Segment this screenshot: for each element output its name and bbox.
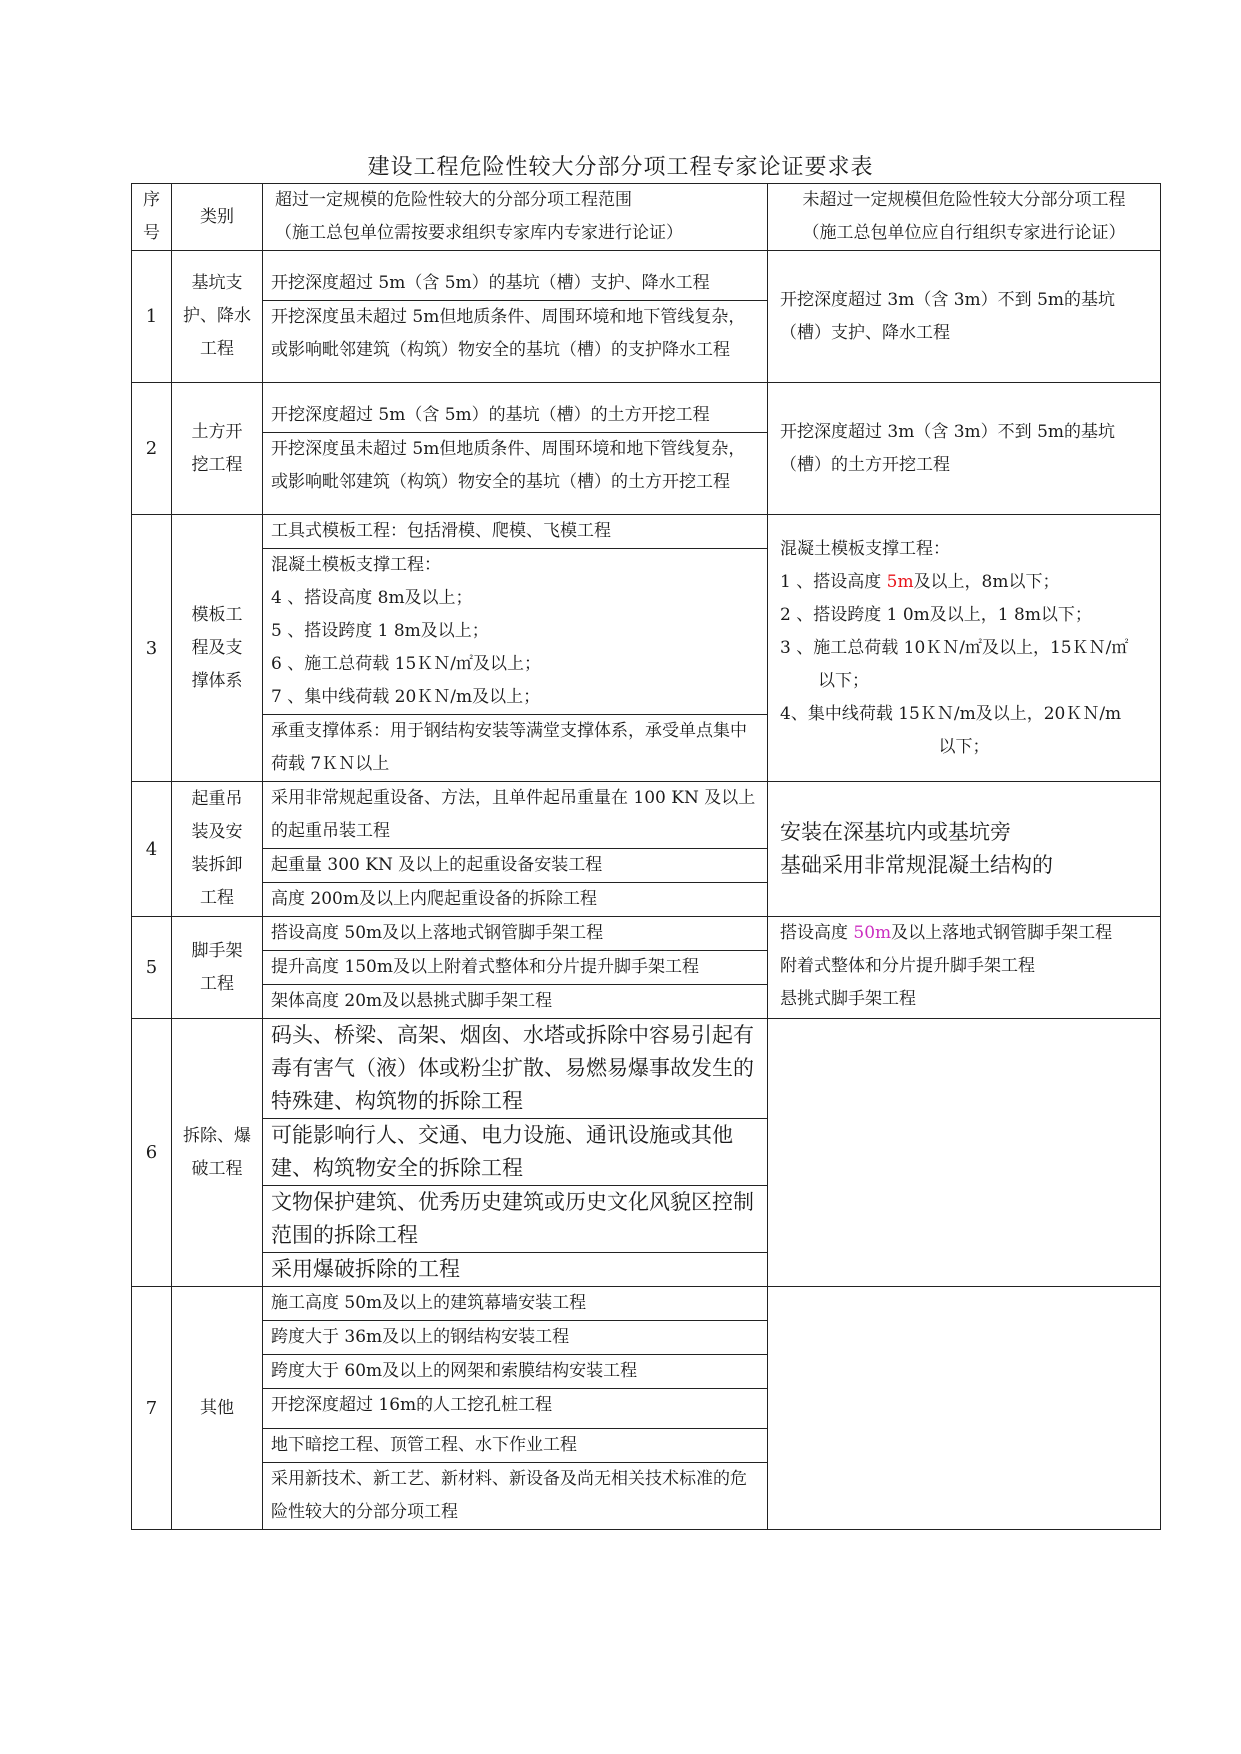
row-right-text: 混凝土模板支撑工程： 1 、搭设高度 5m及以上，8m以下； 2 、搭设跨度 1 0m及以上，1 8m以下； 3 、施工总荷载 10ＫＮ/㎡及以上，15ＫＮ/㎡ 以下； 4、集中线荷载 15ＫＮ/m及以上，20ＫＮ/m 以下； — [768, 515, 1161, 782]
list-item: 起重量 300 KN 及以上的起重设备安装工程 — [263, 849, 767, 883]
row-category: 起重吊 装及安 装拆卸 工程 — [172, 782, 263, 917]
table-header-row — [132, 184, 1161, 251]
table-row — [132, 782, 1161, 917]
list-item: 施工高度 50m及以上的建筑幕墙安装工程 — [271, 1293, 587, 1313]
list-item: 跨度大于 36m及以上的钢结构安装工程 — [263, 1321, 767, 1355]
highlight-red: 5m — [886, 571, 914, 592]
table-row — [132, 515, 1161, 782]
list-item: 架体高度 20m及以悬挑式脚手架工程 — [263, 985, 767, 1019]
list-item: 开挖深度虽未超过 5m但地质条件、周围环境和地下管线复杂，或影响毗邻建筑（构筑）物安全的基坑（槽）的土方开挖工程 — [263, 432, 767, 499]
row-left-items — [263, 515, 768, 782]
header-seq: 序 号 — [132, 184, 172, 251]
requirements-table — [131, 183, 1161, 1530]
row-left-items — [263, 1287, 768, 1530]
row-right-text: 开挖深度超过 3m（含 3m）不到 5m的基坑 （槽）的土方开挖工程 — [768, 383, 1161, 515]
page-title: 建设工程危险性较大分部分项工程专家论证要求表 — [367, 155, 874, 180]
row-right-text: 搭设高度 50m及以上落地式钢管脚手架工程 附着式整体和分片提升脚手架工程 悬挑式脚手架工程 — [768, 917, 1161, 1019]
row-left-items — [263, 251, 768, 383]
table-row — [132, 251, 1161, 383]
row-left-items — [263, 383, 768, 515]
row-category: 基坑支 护、降水 工程 — [172, 251, 263, 383]
table-row — [132, 917, 1161, 1019]
row-number: 7 — [132, 1287, 172, 1530]
list-item: 开挖深度超过 16m的人工挖孔桩工程 — [263, 1389, 767, 1429]
row-number: 6 — [132, 1019, 172, 1287]
row-number: 3 — [132, 515, 172, 782]
row-right-text: 安装在深基坑内或基坑旁 基础采用非常规混凝土结构的 — [768, 782, 1161, 917]
list-item: 工具式模板工程：包括滑模、爬模、飞模工程 — [271, 521, 611, 541]
list-item: 可能影响行人、交通、电力设施、通讯设施或其他建、构筑物安全的拆除工程 — [263, 1119, 767, 1186]
row-category: 拆除、爆 破工程 — [172, 1019, 263, 1287]
list-item: 提升高度 150m及以上附着式整体和分片提升脚手架工程 — [263, 951, 767, 985]
list-item: 开挖深度超过 5m（含 5m）的基坑（槽）的土方开挖工程 — [271, 404, 710, 425]
row-number: 2 — [132, 383, 172, 515]
row-category: 模板工 程及支 撑体系 — [172, 515, 263, 782]
row-right-text — [768, 1287, 1161, 1530]
list-item: 地下暗挖工程、顶管工程、水下作业工程 — [263, 1429, 767, 1463]
row-category: 其他 — [172, 1287, 263, 1530]
list-item: 采用新技术、新工艺、新材料、新设备及尚无相关技术标准的危险性较大的分部分项工程 — [263, 1463, 767, 1530]
row-number: 4 — [132, 782, 172, 917]
list-item: 搭设高度 50m及以上落地式钢管脚手架工程 — [271, 923, 604, 943]
list-item: 承重支撑体系：用于钢结构安装等满堂支撑体系，承受单点集中荷载 7ＫＮ以上 — [263, 715, 767, 782]
row-left-items — [263, 1019, 768, 1287]
list-item: 文物保护建筑、优秀历史建筑或历史文化风貌区控制范围的拆除工程 — [263, 1186, 767, 1253]
list-item: 采用爆破拆除的工程 — [263, 1253, 767, 1287]
table-row — [132, 1019, 1161, 1287]
row-left-items — [263, 782, 768, 917]
table-row — [132, 383, 1161, 515]
row-category: 脚手架 工程 — [172, 917, 263, 1019]
list-item: 高度 200m及以上内爬起重设备的拆除工程 — [263, 883, 767, 917]
list-item: 开挖深度超过 5m（含 5m）的基坑（槽）支护、降水工程 — [271, 272, 710, 293]
row-right-text — [768, 1019, 1161, 1287]
row-category: 土方开 挖工程 — [172, 383, 263, 515]
list-item: 混凝土模板支撑工程： 4 、搭设高度 8m及以上； 5 、搭设跨度 1 8m及以上； 6 、施工总荷载 15ＫＮ/㎡及以上； 7 、集中线荷载 20ＫＮ/m及以上； — [263, 549, 767, 715]
row-left-items — [263, 917, 768, 1019]
list-item: 码头、桥梁、高架、烟囱、水塔或拆除中容易引起有毒有害气（液）体或粉尘扩散、易燃易爆事故发生的特殊建、构筑物的拆除工程 — [271, 1023, 754, 1113]
highlight-magenta: 50m — [853, 923, 892, 943]
list-item: 开挖深度虽未超过 5m但地质条件、周围环境和地下管线复杂，或影响毗邻建筑（构筑）物安全的基坑（槽）的支护降水工程 — [263, 300, 767, 367]
header-category: 类别 — [172, 184, 263, 251]
table-row — [132, 1287, 1161, 1530]
list-item: 跨度大于 60m及以上的网架和索膜结构安装工程 — [263, 1355, 767, 1389]
list-item: 采用非常规起重设备、方法，且单件起吊重量在 100 KN 及以上的起重吊装工程 — [271, 788, 756, 841]
header-left: 超过一定规模的危险性较大的分部分项工程范围 （施工总包单位需按要求组织专家库内专家进行论证） — [263, 184, 768, 251]
header-right: 未超过一定规模但危险性较大分部分项工程 （施工总包单位应自行组织专家进行论证） — [768, 184, 1161, 251]
row-number: 5 — [132, 917, 172, 1019]
row-number: 1 — [132, 251, 172, 383]
row-right-text: 开挖深度超过 3m（含 3m）不到 5m的基坑 （槽）支护、降水工程 — [768, 251, 1161, 383]
